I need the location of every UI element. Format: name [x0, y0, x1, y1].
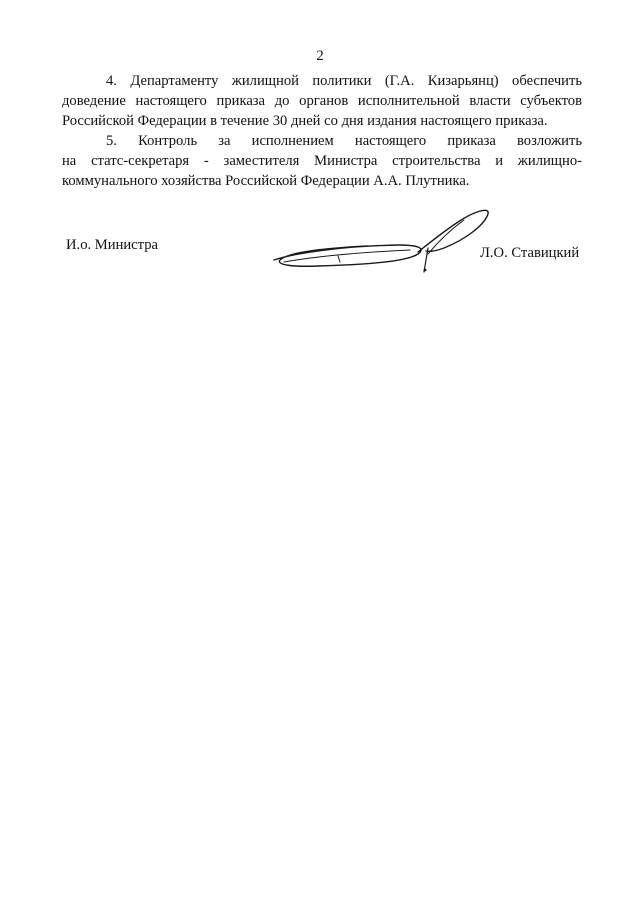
paragraph-4 — [62, 71, 582, 131]
signatory-title: И.о. Министра — [66, 237, 158, 253]
paragraph-line: 5. Контроль за исполнением настоящего приказа возложить — [106, 133, 582, 149]
paragraph-line: 4. Департаменту жилищной политики (Г.А. Кизарьянц) обеспечить — [106, 73, 582, 89]
paragraph-line: на статс-секретаря - заместителя Министра строительства и жилищно- — [62, 153, 582, 169]
page-number: 2 — [316, 48, 324, 64]
paragraph-5 — [62, 131, 582, 191]
handwritten-signature — [268, 202, 498, 282]
paragraph-line: доведение настоящего приказа до органов исполнительной власти субъектов — [62, 93, 582, 109]
signatory-name: Л.О. Ставицкий — [480, 245, 580, 261]
paragraph-line: коммунального хозяйства Российской Федерации А.А. Плутника. — [62, 173, 470, 189]
paragraph-line: Российской Федерации в течение 30 дней со дня издания настоящего приказа. — [62, 113, 548, 129]
